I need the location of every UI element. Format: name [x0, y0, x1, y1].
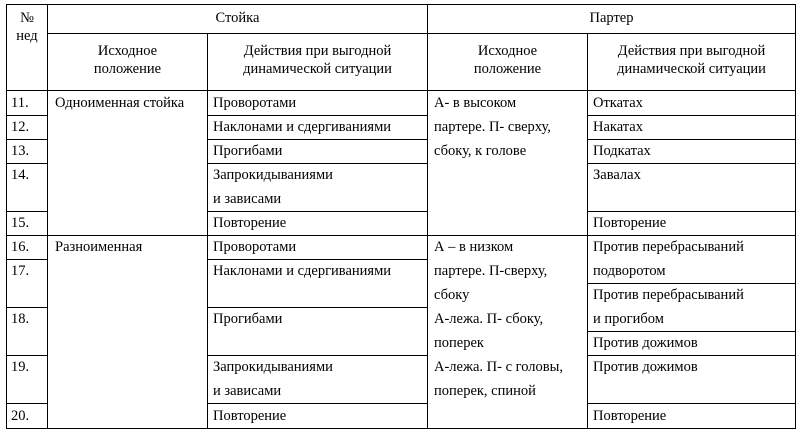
stoika-action: Повторение: [213, 215, 287, 231]
parter-position: поперек: [434, 335, 484, 351]
header-actions: Действия при выгодной динамической ситуации: [243, 43, 392, 77]
parter-position: сбоку, к голове: [434, 143, 527, 159]
parter-action: подворотом: [593, 263, 666, 279]
stoika-action: Запрокидываниями: [213, 359, 333, 375]
parter-action: Накатах: [593, 119, 643, 135]
header-parter-start-position: Исходное положение: [473, 43, 542, 77]
header-parter-actions: Действия при выгодной динамической ситуации: [617, 43, 766, 77]
parter-action: Против перебрасываний: [593, 287, 744, 303]
week-number: 13.: [11, 143, 30, 159]
border-top: [6, 4, 795, 5]
stoika-action: Прогибами: [213, 311, 283, 327]
week-number: 19.: [11, 359, 30, 375]
col-sep-2: [207, 33, 208, 429]
stoika-action: Проворотами: [213, 95, 297, 111]
week-number: 15.: [11, 215, 30, 231]
week-number: 18.: [11, 311, 30, 327]
parter-position: А-лежа. П- с головы,: [434, 359, 564, 375]
parter-action: Против дожимов: [593, 359, 698, 375]
parter-action: Повторение: [593, 215, 667, 231]
parter-action: Подкатах: [593, 143, 651, 159]
header-parter: Партер: [589, 10, 634, 26]
parter-action: Откатах: [593, 95, 643, 111]
parter-position: А – в низком: [434, 239, 514, 255]
col-sep-4: [587, 33, 588, 429]
header-stoika: Стойка: [215, 10, 260, 26]
week-number: 14.: [11, 167, 30, 183]
parter-position: А- в высоком: [434, 95, 517, 111]
parter-position: А-лежа. П- сбоку,: [434, 311, 544, 327]
stoika-action: Наклонами и сдергиваниями: [213, 119, 392, 135]
parter-position: сбоку: [434, 287, 470, 303]
header-number: № нед: [16, 10, 38, 44]
week-number: 16.: [11, 239, 30, 255]
parter-action: Повторение: [593, 408, 667, 424]
stoika-action: и зависами: [213, 191, 282, 207]
stoika-position: Одноименная стойка: [55, 95, 185, 111]
parter-position: партере. П-сверху,: [434, 263, 548, 279]
stoika-action: Прогибами: [213, 143, 283, 159]
stoika-action: и зависами: [213, 383, 282, 399]
week-number: 12.: [11, 119, 30, 135]
stoika-action: Повторение: [213, 408, 287, 424]
stoika-action: Проворотами: [213, 239, 297, 255]
border-right: [795, 4, 796, 429]
week-number: 11.: [11, 95, 29, 111]
border-left: [6, 4, 7, 429]
stoika-action: Запрокидываниями: [213, 167, 333, 183]
stoika-action: Наклонами и сдергиваниями: [213, 263, 392, 279]
parter-action: Против перебрасываний: [593, 239, 744, 255]
parter-position: поперек, спиной: [434, 383, 536, 399]
parter-action: и прогибом: [593, 311, 664, 327]
border-bottom: [6, 428, 795, 429]
parter-position: партере. П- сверху,: [434, 119, 551, 135]
header-split: [47, 33, 795, 34]
stoika-position: Разноименная: [55, 239, 143, 255]
parter-action: Завалах: [593, 167, 641, 183]
header-start-position: Исходное положение: [93, 43, 162, 77]
week-number: 17.: [11, 263, 30, 279]
week-number: 20.: [11, 408, 30, 424]
parter-action: Против дожимов: [593, 335, 698, 351]
